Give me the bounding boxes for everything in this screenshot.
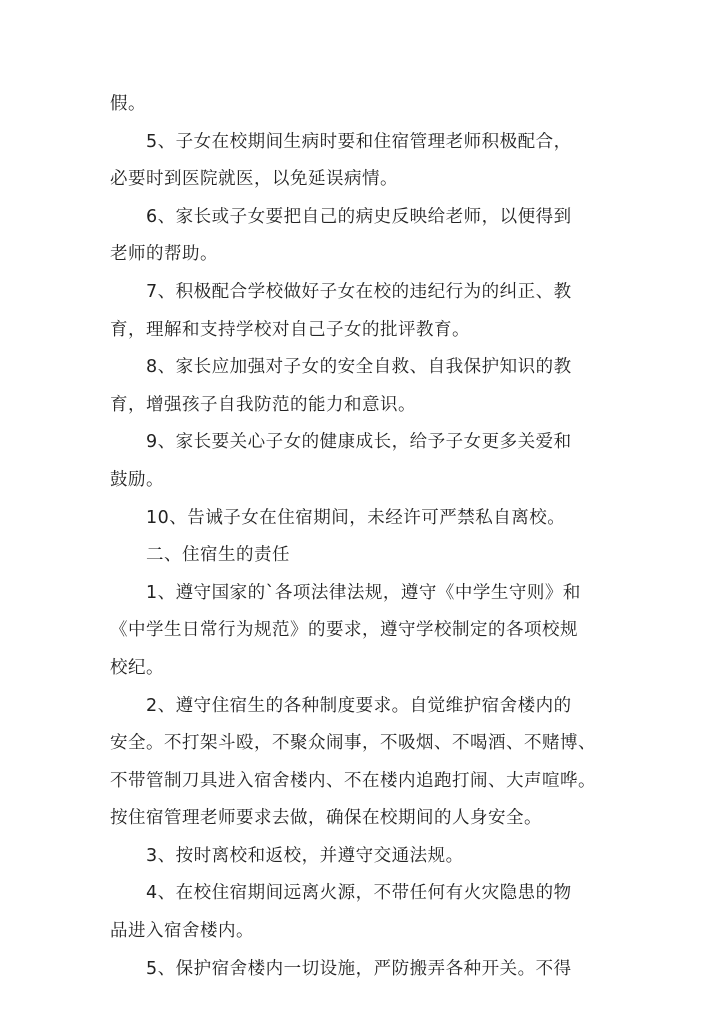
text-line: 校纪。 [110, 657, 164, 678]
text-line: 6、家长或子女要把自己的病史反映给老师，以便得到 [146, 206, 572, 227]
text-line: 假。 [110, 94, 146, 114]
document-body [110, 86, 616, 988]
text-line: 9、家长要关心子女的健康成长，给予子女更多关爱和 [146, 432, 572, 453]
text-line: 4、在校住宿期间远离火源，不带任何有火灾隐患的物 [146, 883, 572, 904]
text-line: 品进入宿舍楼内。 [110, 921, 254, 942]
text-line: 育，增强孩子自我防范的能力和意识。 [110, 394, 416, 415]
text-line: 5、保护宿舍楼内一切设施，严防搬弄各种开关。不得 [146, 958, 572, 979]
text-line: 不带管制刀具进入宿舍楼内、不在楼内追跑打闹、大声喧哗。 [110, 770, 596, 791]
text-line: 《中学生日常行为规范》的要求，遵守学校制定的各项校规 [110, 620, 578, 641]
text-line: 2、遵守住宿生的各种制度要求。自觉维护宿舍楼内的 [146, 695, 572, 716]
text-line: 7、积极配合学校做好子女在校的违纪行为的纠正、教 [146, 281, 572, 302]
text-line: 按住宿管理老师要求去做，确保在校期间的人身安全。 [110, 808, 542, 829]
text-line: 5、子女在校期间生病时要和住宿管理老师积极配合， [146, 131, 572, 152]
text-line: 3、按时离校和返校，并遵守交通法规。 [146, 845, 464, 866]
text-line: 必要时到医院就医，以免延误病情。 [110, 169, 398, 190]
text-line: 10、告诫子女在住宿期间，未经许可严禁私自离校。 [146, 507, 566, 528]
section-heading: 二、住宿生的责任 [146, 545, 290, 566]
text-line: 8、家长应加强对子女的安全自救、自我保护知识的教 [146, 357, 572, 378]
text-line: 育，理解和支持学校对自己子女的批评教育。 [110, 319, 470, 340]
text-line: 鼓励。 [110, 469, 164, 490]
text-line: 安全。不打架斗殴，不聚众闹事，不吸烟、不喝酒、不赌博、 [110, 733, 596, 754]
text-line: 老师的帮助。 [110, 244, 218, 265]
text-line: 1、遵守国家的`各项法律法规，遵守《中学生守则》和 [146, 582, 581, 603]
